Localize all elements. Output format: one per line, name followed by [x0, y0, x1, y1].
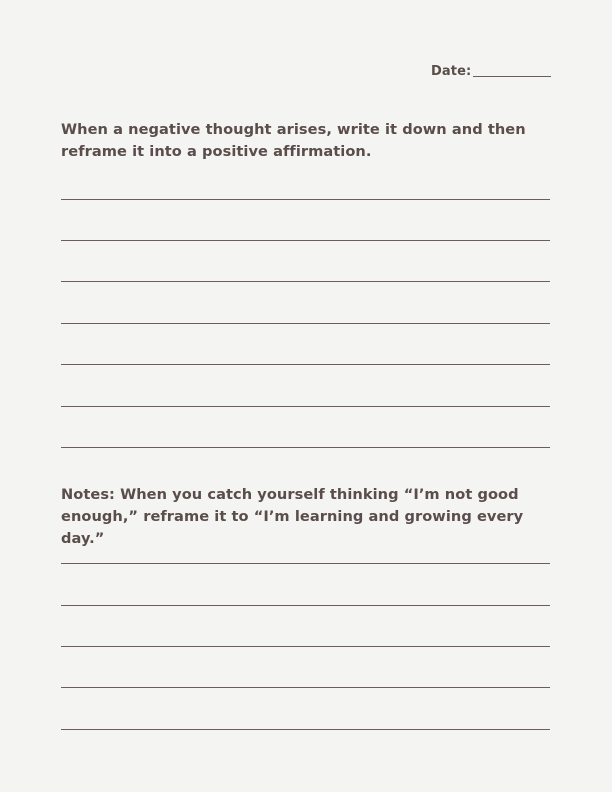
notes-text: Notes: When you catch yourself thinking “I’m not good enough,” reframe it to “I’m learning and growing every day.” [61, 486, 524, 547]
notes-line[interactable] [61, 646, 550, 647]
affirmation-prompt: When a negative thought arises, write it down and then reframe it into a positive affirmation. [61, 121, 526, 160]
notes-line[interactable] [61, 605, 550, 606]
date-field [431, 64, 551, 79]
writing-line[interactable] [61, 447, 550, 448]
writing-line[interactable] [61, 240, 550, 241]
writing-line[interactable] [61, 406, 550, 407]
writing-line[interactable] [61, 364, 550, 365]
notes-line[interactable] [61, 729, 550, 730]
date-blank-line[interactable] [473, 76, 551, 77]
notes-line[interactable] [61, 687, 550, 688]
notes-line[interactable] [61, 563, 550, 564]
writing-line[interactable] [61, 323, 550, 324]
writing-line[interactable] [61, 199, 550, 200]
writing-line[interactable] [61, 281, 550, 282]
date-label: Date: [431, 64, 472, 79]
